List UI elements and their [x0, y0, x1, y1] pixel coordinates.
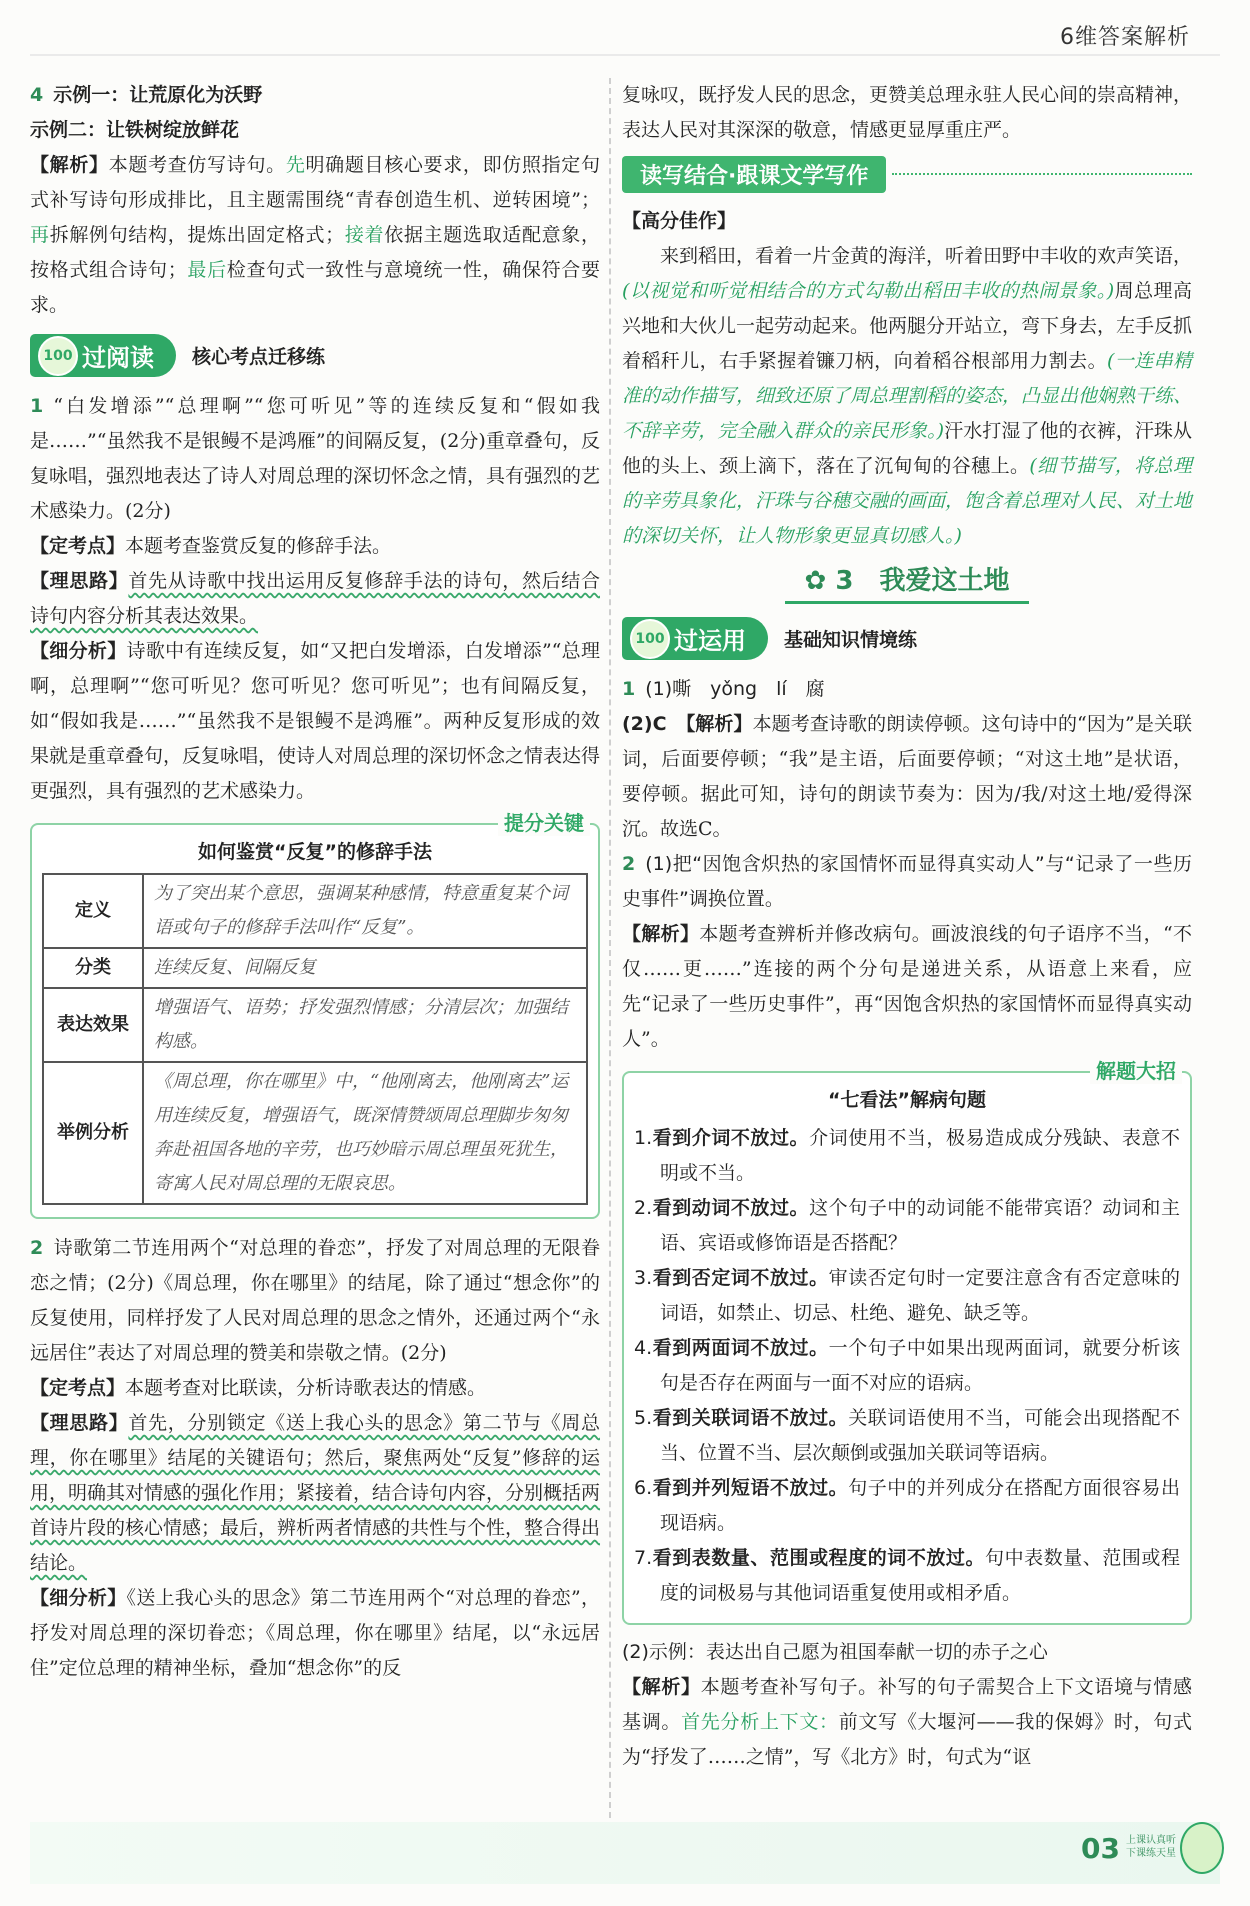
list-item: 4.看到两面词不放过。一个句子中如果出现两面词，就要分析该句是否存在两面与一面不对应的语病。: [634, 1337, 1180, 1394]
section-reading-bar: 100 过阅读 核心考点迁移练: [30, 331, 600, 379]
list-item: 3.看到否定词不放过。审读否定句时一定要注意含有否定意味的词语，如禁止、切忌、杜绝、避免、缺乏等。: [634, 1267, 1180, 1324]
read-write-band: 读写结合·跟课文学写作: [622, 154, 1192, 194]
q1-silu: 【理思路】首先从诗歌中找出运用反复修辞手法的诗句，然后结合诗句内容分析其表达效果。: [30, 570, 600, 627]
header-title: 6维答案解析: [1060, 25, 1190, 50]
q1-fenxi: 【细分析】诗歌中有连续反复，如“又把白发增添，白发增添”“总理啊，总理啊”“您可听见？您可听见？您可听见”；也有间隔反复，如“假如我是……”“虽然我不是银鳗不是鸿雁”。两种反复形成的效果就是重章叠句，反复咏唱，使诗人对周总理的深切怀念之情表达得更强烈，具有强烈的艺术感染力。: [30, 640, 601, 802]
flower-icon: ✿: [804, 566, 836, 596]
header-rule: [30, 54, 1220, 56]
mascot-icon: 100: [38, 336, 78, 376]
r-q2-analysis: 【解析】本题考查辨析并修改病句。画波浪线的句子语序不当，“不仅……更……”连接的两个分句是递进关系，从语意上来看，应先“记录了一些历史事件”，再“因饱含炽热的家国情怀而显得真实动人”。: [622, 923, 1192, 1050]
right-continuation: 复咏叹，既抒发人民的思念，更赞美总理永驻人民心间的崇高精神，表达人民对其深深的敬意，情感更显厚重庄严。: [622, 84, 1193, 141]
list-item: 5.看到关联词语不放过。关联词语使用不当，可能会出现搭配不当、位置不当、层次颠倒或强加关联词等语病。: [634, 1407, 1180, 1464]
column-divider: [609, 78, 611, 1818]
table-row: 定义 为了突出某个意思，强调某种感情，特意重复某个词语或句子的修辞手法叫作“反复”。: [43, 874, 587, 948]
r-q2b-analysis: 【解析】本题考查补写句子。补写的句子需契合上下文语境与情感基调。首先分析上下文：前文写《大堰河——我的保姆》时，句式为“抒发了……之情”，写《北方》时，句式为“讴: [622, 1676, 1192, 1768]
mascot-icon: [1180, 1822, 1224, 1874]
tip-box-tag: 提分关键: [498, 807, 590, 836]
r-q1-a2: (2)C 【解析】本题考查诗歌的朗读停顿。这句诗中的“因为”是关联词，后面要停顿；“我”是主语，后面要停顿；“对这土地”是状语，要停顿。据此可知，诗句的朗读节奏为：因为/我/对这土地/爱得深沉。故选C。: [622, 713, 1192, 840]
repetition-table: [42, 873, 588, 1205]
tip-box-repetition: [30, 811, 600, 1219]
tip-box-title: “七看法”解病句题: [828, 1089, 986, 1111]
essay-label: 【高分佳作】: [622, 210, 737, 232]
table-row: 表达效果 增强语气、语势；抒发强烈情感；分清层次；加强结构感。: [43, 988, 587, 1062]
footer-band: [30, 1822, 1220, 1884]
page-number: 03: [1081, 1832, 1120, 1865]
essay-body: 来到稻田，看着一片金黄的海洋，听着田野中丰收的欢声笑语，(以视觉和听觉相结合的方式勾勒出稻田丰收的热闹景象。)周总理高兴地和大伙儿一起劳动起来。他两腿分开站立，弯下身去，左手反抓着稻秆儿，右手紧握着镰刀柄，向着稻谷根部用力割去。(一连串精准的动作描写，细致还原了周总理割稻的姿态，凸显出他娴熟干练、不辞辛劳，完全融入群众的亲民形象。)汗水打湿了他的衣裤，汗珠从他的头上、颈上滴下，落在了沉甸甸的谷穗上。(细节描写，将总理的辛劳具象化，汗珠与谷穗交融的画面，饱含着总理对人民、对土地的深切关怀，让人物形象更显真切感人。): [622, 245, 1193, 547]
tip-box-title: 如何鉴赏“反复”的修辞手法: [198, 841, 432, 863]
q4-example1: 4 示例一：让荒原化为沃野: [30, 84, 263, 106]
mascot-icon: 100: [630, 619, 670, 659]
tip-list: [634, 1121, 1180, 1611]
q4-analysis: 【解析】本题考查仿写诗句。先明确题目核心要求，即仿照指定句式补写诗句形成排比，且主题需围绕“青春创造生机、逆转困境”；再拆解例句结构，提炼出固定格式；接着依据主题选取适配意象，按格式组合诗句；最后检查句式一致性与意境统一性，确保符合要求。: [30, 154, 600, 316]
r-q2-a1: 2 (1)把“因饱含炽热的家国情怀而显得真实动人”与“记录了一些历史事件”调换位置。: [622, 853, 1192, 910]
q2-answer: 2 诗歌第二节连用两个“对总理的眷恋”，抒发了对周总理的无限眷恋之情；(2分)《周总理，你在哪里》的结尾，除了通过“想念你”的反复使用，同样抒发了人民对周总理的思念之情外，还通过两个“永远居住”表达了对周总理的赞美和崇敬之情。(2分): [30, 1237, 600, 1364]
list-item: 1.看到介词不放过。介词使用不当，极易造成成分残缺、表意不明或不当。: [634, 1127, 1180, 1184]
q1-kaodian: 【定考点】本题考查鉴赏反复的修辞手法。: [30, 535, 392, 557]
tip-box-sentence: [622, 1059, 1192, 1625]
section-application-bar: 100 过运用 基础知识情境练: [622, 614, 1192, 662]
list-item: 6.看到并列短语不放过。句子中的并列成分在搭配方面很容易出现语病。: [634, 1477, 1180, 1534]
chapter-title: ✿ 3 我爱这土地: [622, 560, 1192, 604]
list-item: 2.看到动词不放过。这个句子中的动词能不能带宾语？动词和主语、宾语或修饰语是否搭配？: [634, 1197, 1180, 1254]
tip-box-tag: 解题大招: [1090, 1055, 1182, 1084]
left-column: [30, 78, 600, 1686]
table-row: 分类 连续反复、间隔反复: [43, 948, 587, 988]
r-q2-a2: (2)示例：表达出自己愿为祖国奉献一切的赤子之心: [622, 1641, 1048, 1663]
table-row: 举例分析 《周总理，你在哪里》中，“他刚离去，他刚离去”运用连续反复，增强语气，既深情赞颂周总理脚步匆匆奔赴祖国各地的辛劳，也巧妙暗示周总理虽死犹生，寄寓人民对周总理的无限哀思。: [43, 1062, 587, 1204]
list-item: 7.看到表数量、范围或程度的词不放过。句中表数量、范围或程度的词极易与其他词语重复使用或相矛盾。: [634, 1547, 1180, 1604]
q4-example2: 示例二：让铁树绽放鲜花: [30, 119, 240, 141]
footer-slogan: 上课认真听 下课练天星: [1126, 1835, 1176, 1859]
q2-silu: 【理思路】首先，分别锁定《送上我心头的思念》第二节与《周总理，你在哪里》结尾的关键语句；然后，聚焦两处“反复”修辞的运用，明确其对情感的强化作用；紧接着，结合诗句内容，分别概括两首诗片段的核心情感；最后，辨析两者情感的共性与个性，整合得出结论。: [30, 1412, 601, 1574]
q2-fenxi: 【细分析】《送上我心头的思念》第二节连用两个“对总理的眷恋”，抒发对周总理的深切眷恋；《周总理，你在哪里》结尾，以“永远居住”定位总理的精神坐标，叠加“想念你”的反: [30, 1587, 600, 1679]
q1-answer: 1 “白发增添”“总理啊”“您可听见”等的连续反复和“假如我是……”“虽然我不是银鳗不是鸿雁”的间隔反复，(2分)重章叠句，反复咏唱，强烈地表达了诗人对周总理的深切怀念之情，具有强烈的艺术感染力。(2分): [30, 395, 601, 522]
q2-kaodian: 【定考点】本题考查对比联读，分析诗歌表达的情感。: [30, 1377, 487, 1399]
right-column: [622, 78, 1192, 1775]
r-q1-a1: 1 (1)嘶 yǒng lí 腐: [622, 678, 825, 700]
